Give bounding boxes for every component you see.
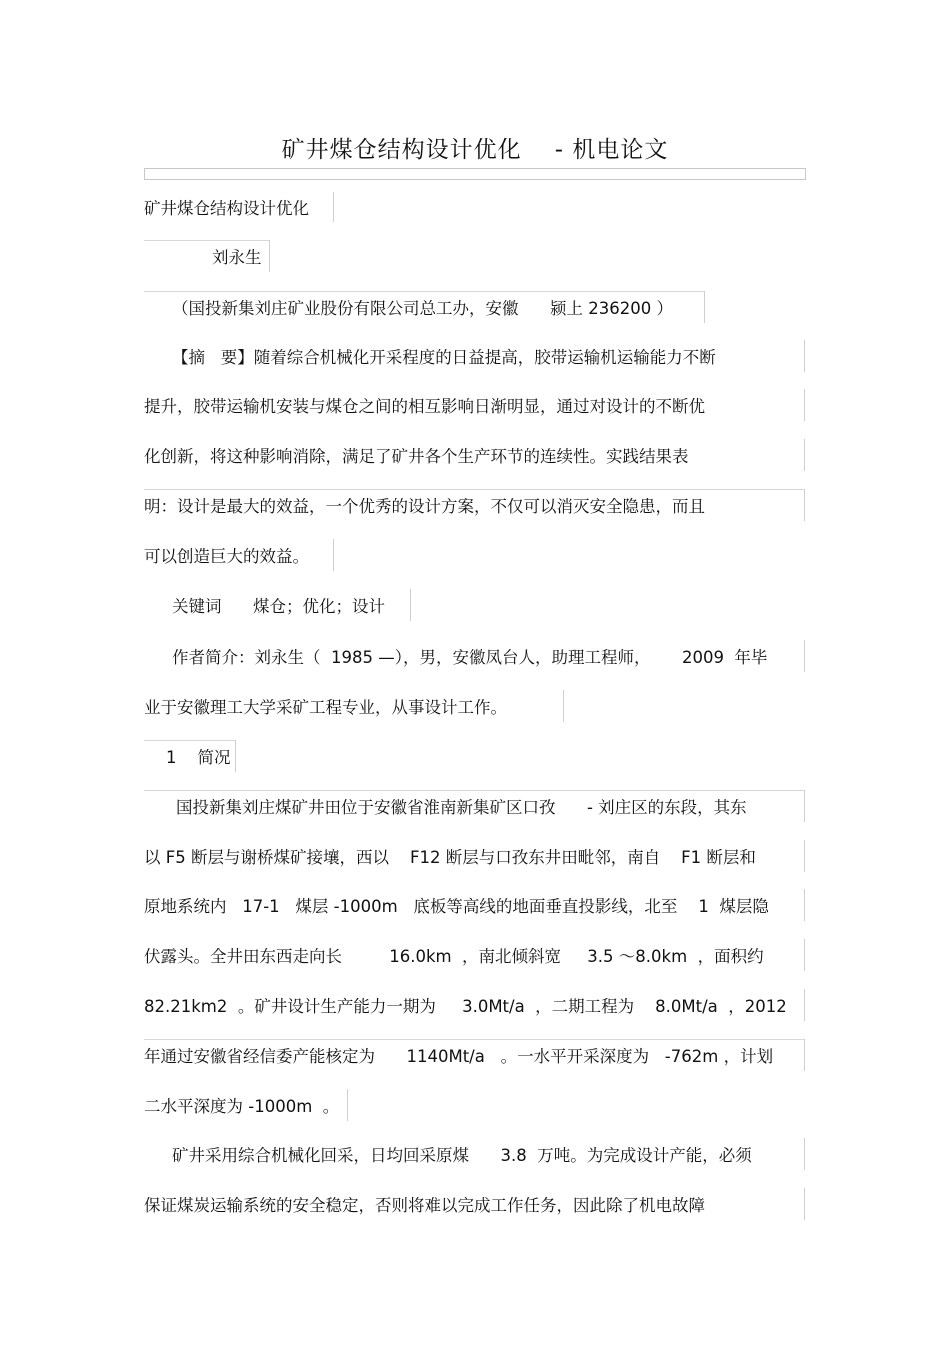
text-frame-edge (804, 489, 805, 521)
paragraph-line: 保证煤炭运输系统的安全稳定，否则将难以完成工作任务，因此除了机电故障 (144, 1196, 705, 1215)
author-bio-line: 作者简介：刘永生（ 1985 —），男，安徽凤台人，助理工程师， 2009 年毕 (172, 648, 768, 667)
text-frame-edge (804, 939, 805, 971)
text-frame-edge (804, 1138, 805, 1170)
text-frame-edge (804, 1188, 805, 1220)
text-frame-edge (333, 539, 334, 571)
text-frame-edge (144, 291, 704, 292)
text-frame-edge (144, 240, 270, 241)
text-frame-edge (804, 340, 805, 372)
author-name: 刘永生 (212, 248, 262, 267)
paragraph-line: 以 F5 断层与谢桥煤矿接壤，西以 F12 断层与口孜东井田毗邻，南自 F1 断层和 (144, 848, 756, 867)
text-frame-edge (235, 740, 236, 772)
text-frame-edge (804, 790, 805, 822)
document-title: 矿井煤仓结构设计优化 - 机电论文 (281, 137, 669, 163)
author-affiliation: （国投新集刘庄矿业股份有限公司总工办，安徽 颍上 236200 ） (172, 299, 673, 318)
abstract-line: 【摘 要】随着综合机械化开采程度的日益提高，胶带运输机运输能力不断 (172, 348, 716, 367)
text-frame-edge (704, 291, 705, 323)
abstract-line: 化创新，将这种影响消除，满足了矿井各个生产环节的连续性。实践结果表 (144, 447, 689, 466)
text-frame-edge (269, 240, 270, 272)
paragraph-line: 原地系统内 17-1 煤层 -1000m 底板等高线的地面垂直投影线，北至 1 煤层隐 (144, 897, 769, 916)
text-frame-edge (804, 439, 805, 471)
text-frame-edge (804, 840, 805, 872)
text-frame-edge (563, 690, 564, 722)
article-subtitle: 矿井煤仓结构设计优化 (144, 199, 309, 218)
text-frame-edge (804, 1039, 805, 1071)
text-frame-edge (347, 1089, 348, 1121)
keywords: 关键词 煤仓；优化；设计 (172, 597, 385, 616)
abstract-line: 可以创造巨大的效益。 (144, 547, 309, 566)
text-frame-edge (804, 889, 805, 921)
text-frame-edge (144, 740, 236, 741)
text-frame-edge (410, 589, 411, 621)
text-frame-edge (804, 640, 805, 672)
paragraph-line: 国投新集刘庄煤矿井田位于安徽省淮南新集矿区口孜 - 刘庄区的东段，其东 (176, 798, 747, 817)
author-bio-line: 业于安徽理工大学采矿工程专业，从事设计工作。 (144, 698, 507, 717)
paragraph-line: 82.21km2 。矿井设计生产能力一期为 3.0Mt/a ，二期工程为 8.0Mt/a ，2012 (144, 997, 787, 1016)
paragraph-line: 矿井采用综合机械化回采，日均回采原煤 3.8 万吨。为完成设计产能，必须 (172, 1146, 752, 1165)
text-frame-edge (333, 192, 334, 222)
abstract-line: 提升，胶带运输机安装与煤仓之间的相互影响日渐明显，通过对设计的不断优 (144, 397, 705, 416)
paragraph-line: 伏露头。全井田东西走向长 16.0km ，南北倾斜宽 3.5 ～8.0km ，面积约 (144, 947, 764, 966)
paragraph-line: 年通过安徽省经信委产能核定为 1140Mt/a 。一水平开采深度为 -762m ，计划 (144, 1047, 774, 1066)
paragraph-line: 二水平深度为 -1000m 。 (144, 1097, 340, 1116)
abstract-line: 明：设计是最大的效益，一个优秀的设计方案，不仅可以消灭安全隐患，而且 (144, 497, 705, 516)
title-rule (144, 168, 806, 180)
text-frame-edge (804, 389, 805, 421)
text-frame-edge (804, 989, 805, 1021)
section-heading: 1 简况 (166, 748, 231, 767)
